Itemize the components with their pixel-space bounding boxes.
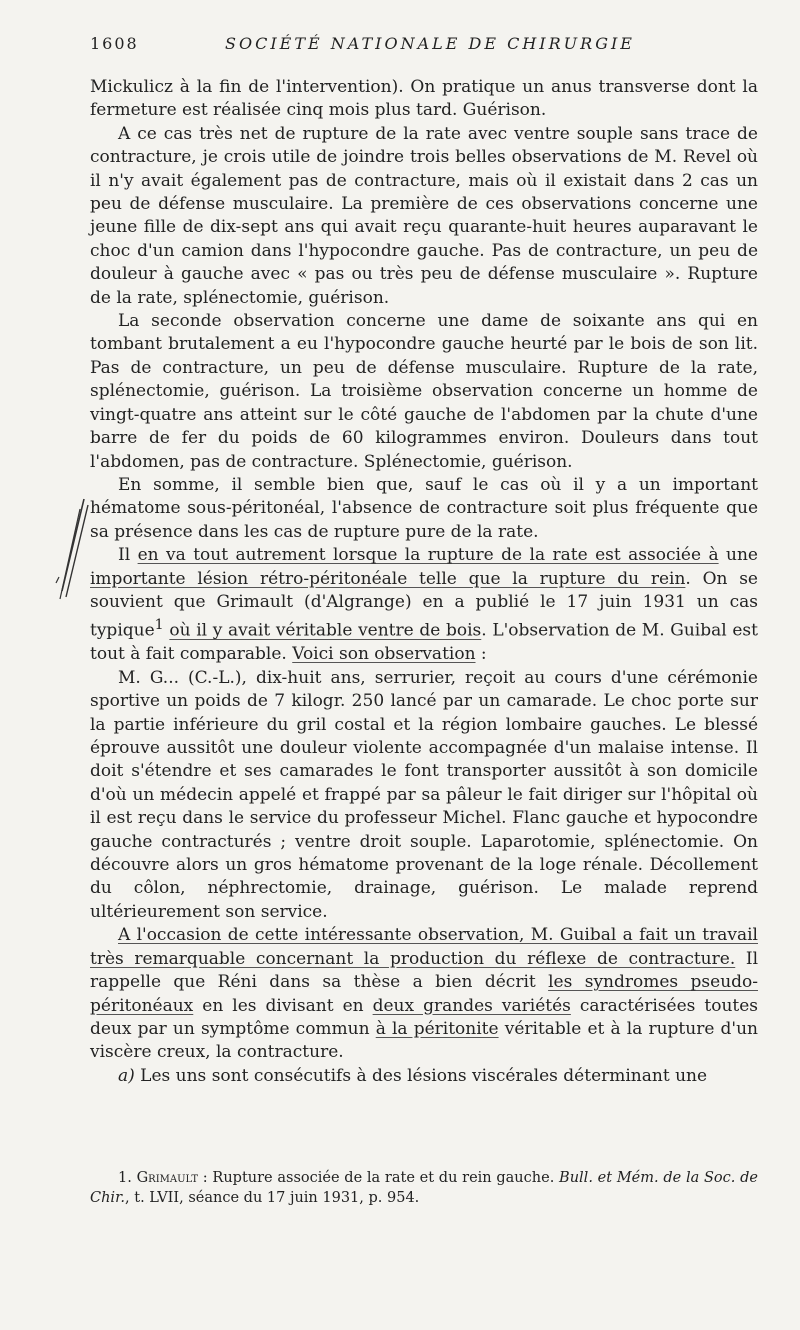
paragraph: Il en va tout autrement lorsque la rupture de la rate est associée à une importante lésion rétro-péritonéale telle que la rupture du rein. On se souvient que Grimault (d'Algrange) en a publié le 17 juin 1931 un cas typique$^1$ où il y avait véritable ventre de bois. L'observation de M. Guibal est tout à fait comparable. Voici son observation : <box>90 545 758 665</box>
paragraph: M. G... (C.-L.), dix-huit ans, serrurier, reçoit au cours d'une cérémonie sportive un poids de 7 kilogr. 250 lancé par un camarade. Le choc porte sur la partie inférieure du gril costal et la région lombaire gauches. Le blessé éprouve aussitôt une douleur violente accompagnée d'un malaise intense. Il doit s'étendre et ses camarades le font transporter aussitôt à son domicile d'où un médecin appelé et frappé par sa pâleur le fait diriger sur l'hôpital où il est reçu dans le service du professeur Michel. Flanc gauche et hypocondre gauche contracturés ; ventre droit souple. Laparotomie, splénectomie. On découvre alors un gros hématome provenant de la loge rénale. Décollement du côlon, néphrectomie, drainage, guérison. Le malade reprend ultérieurement son service. <box>90 667 758 922</box>
paragraph: A ce cas très net de rupture de la rate avec ventre souple sans trace de contracture, je crois utile de joindre trois belles observations de M. Revel où il n'y avait également pas de contracture, mais où il existait dans 2 cas un peu de défense musculaire. La première de ces observations concerne une jeune fille de dix-sept ans qui avait reçu quarante-huit heures auparavant le choc d'un camion dans l'hypocondre gauche. Pas de contracture, un peu de douleur à gauche avec « pas ou très peu de défense musculaire ». Rupture de la rate, splénectomie, guérison. <box>90 123 758 308</box>
running-head: SOCIÉTÉ NATIONALE DE CHIRURGIE <box>225 34 635 53</box>
body-text <box>90 76 758 1088</box>
underlined-text: importante lésion rétro-péritonéale telle que la rupture du rein <box>90 568 686 589</box>
underlined-text: les syndromes pseudo-péritonéaux <box>90 972 758 1016</box>
page-number: 1608 <box>90 34 139 53</box>
underlined-text: deux grandes variétés <box>372 995 571 1016</box>
underlined-text: en va tout autrement lorsque la rupture de la rate est associée à <box>137 545 719 566</box>
footnote: 1. Grimault : Rupture associée de la rate et du rein gauche. Bull. et Mém. de la Soc. de Chir., t. LVII, séance du 17 juin 1931, p. 954. <box>90 1170 758 1206</box>
footnotes <box>90 1168 758 1208</box>
margin-annotation-mark <box>50 495 90 605</box>
paragraph: En somme, il semble bien que, sauf le cas où il y a un important hématome sous-péritonéal, l'absence de contracture soit plus fréquente que sa présence dans les cas de rupture pure de la rate. <box>90 474 758 542</box>
paragraph: Mickulicz à la fin de l'intervention). On pratique un anus transverse dont la fermeture est réalisée cinq mois plus tard. Guérison. <box>90 77 758 121</box>
list-label: a) <box>118 1065 135 1086</box>
footnote-author: Grimault <box>136 1170 199 1186</box>
footnote-journal: Bull. et Mém. de la Soc. de Chir. <box>90 1170 758 1206</box>
paragraph: A l'occasion de cette intéressante observation, M. Guibal a fait un travail très remarquable concernant la production du réflexe de contracture. Il rappelle que Réni dans sa thèse a bien décrit les syndromes pseudo-péritonéaux en les divisant en deux grandes variétés caractérisées toutes deux par un symptôme commun à la péritonite véritable et à la rupture d'un viscère creux, la contracture. <box>90 925 759 1063</box>
underlined-text: A l'occasion de cette intéressante observation, M. Guibal a fait un travail très remarquable concernant la production du réflexe de contracture. <box>90 925 758 969</box>
underlined-text: à la péritonite <box>375 1018 499 1039</box>
page-header <box>90 34 770 62</box>
paragraph: a) Les uns sont consécutifs à des lésions viscérales déterminant une <box>118 1065 708 1086</box>
footnote-ref: 1 <box>154 617 164 634</box>
underlined-text: où il y avait véritable ventre de bois <box>169 621 482 641</box>
underlined-text: Voici son observation <box>292 644 476 665</box>
paragraph: La seconde observation concerne une dame de soixante ans qui en tombant brutalement a eu l'hypocondre gauche heurté par le bois de son lit. Pas de contracture, un peu de défense musculaire. Rupture de la rate, splénectomie, guérison. La troisième observation concerne un homme de vingt-quatre ans atteint sur le côté gauche de l'abdomen par la chute d'une barre de fer du poids de 60 kilogrammes environ. Douleurs dans tout l'abdomen, pas de contracture. Splénectomie, guérison. <box>90 311 758 472</box>
